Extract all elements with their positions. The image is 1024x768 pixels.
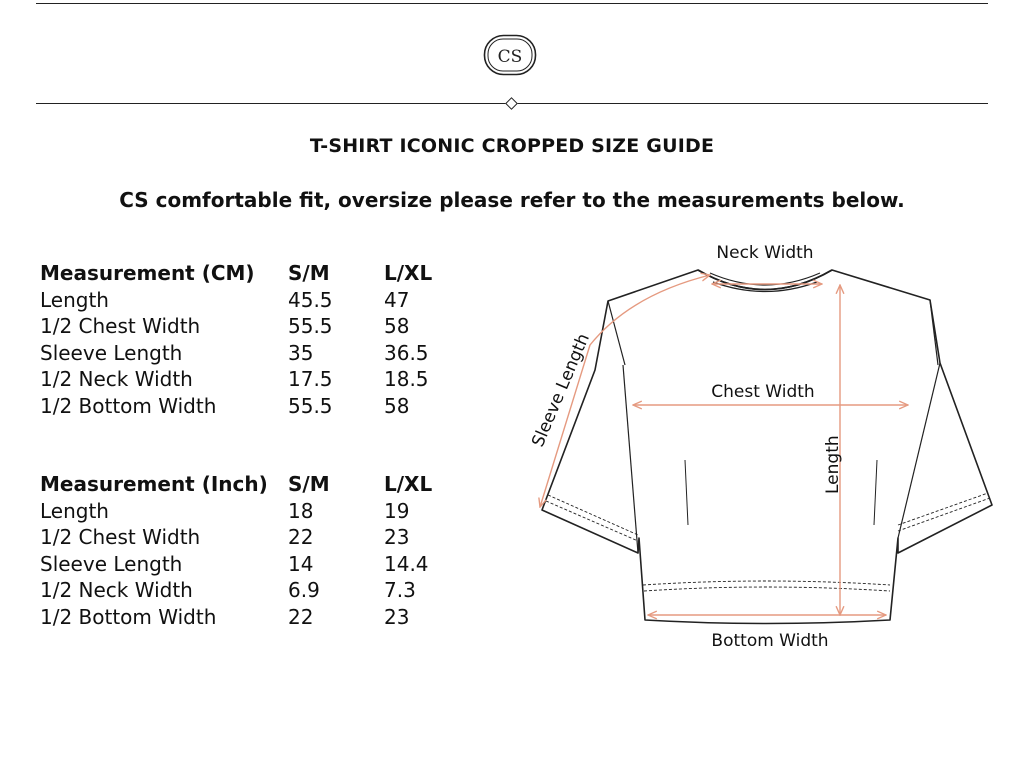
row-label: 1/2 Neck Width <box>40 367 193 391</box>
row-value-sm: 6.9 <box>288 578 320 602</box>
header-size-sm: S/M <box>288 472 330 496</box>
sleeve-length-label: Sleeve Length <box>528 330 594 450</box>
page-subtitle: CS comfortable fit, oversize please refer to the measurements below. <box>119 188 905 212</box>
row-label: Sleeve Length <box>40 551 183 576</box>
length-label: Length <box>823 435 843 494</box>
row-value-lxl: 23 <box>384 604 410 629</box>
row-value-lxl: 58 <box>384 393 410 418</box>
row-label: 1/2 Chest Width <box>40 525 201 549</box>
divider-diamond-icon <box>505 97 518 110</box>
header-size-lxl: L/XL <box>384 472 433 496</box>
brand-logo-icon <box>483 34 537 76</box>
row-label: 1/2 Chest Width <box>40 314 201 338</box>
bottom-width-label: Bottom Width <box>711 631 829 651</box>
row-label: 1/2 Bottom Width <box>40 604 217 629</box>
top-divider <box>36 3 988 4</box>
tshirt-outline <box>542 270 992 624</box>
row-label: 1/2 Neck Width <box>40 578 193 602</box>
chest-width-label: Chest Width <box>711 382 815 402</box>
header-measurement: Measurement (CM) <box>40 261 255 285</box>
header-measurement: Measurement (Inch) <box>40 472 268 496</box>
row-value-sm: 18 <box>288 498 314 523</box>
row-value-sm: 14 <box>288 551 314 576</box>
row-label: Length <box>40 498 109 523</box>
row-value-lxl: 7.3 <box>384 578 416 602</box>
header-size-lxl: L/XL <box>384 261 433 285</box>
row-value-sm: 55.5 <box>288 393 333 418</box>
row-label: Length <box>40 287 109 312</box>
row-value-lxl: 18.5 <box>384 367 429 391</box>
row-value-lxl: 19 <box>384 498 410 523</box>
row-value-sm: 17.5 <box>288 367 333 391</box>
row-value-lxl: 47 <box>384 287 410 312</box>
header-size-sm: S/M <box>288 261 330 285</box>
row-value-sm: 22 <box>288 604 314 629</box>
row-value-lxl: 23 <box>384 525 410 549</box>
logo-text: CS <box>497 47 523 67</box>
row-value-sm: 22 <box>288 525 314 549</box>
row-value-lxl: 36.5 <box>384 340 429 365</box>
row-label: 1/2 Bottom Width <box>40 393 217 418</box>
neck-width-label: Neck Width <box>716 243 814 263</box>
row-value-sm: 45.5 <box>288 287 333 312</box>
row-value-sm: 35 <box>288 340 314 365</box>
page-title: T-SHIRT ICONIC CROPPED SIZE GUIDE <box>309 135 715 157</box>
tshirt-diagram <box>520 235 1000 660</box>
row-label: Sleeve Length <box>40 340 183 365</box>
row-value-sm: 55.5 <box>288 314 333 338</box>
measurement-arrows <box>540 275 908 615</box>
row-value-lxl: 14.4 <box>384 551 429 576</box>
row-value-lxl: 58 <box>384 314 410 338</box>
